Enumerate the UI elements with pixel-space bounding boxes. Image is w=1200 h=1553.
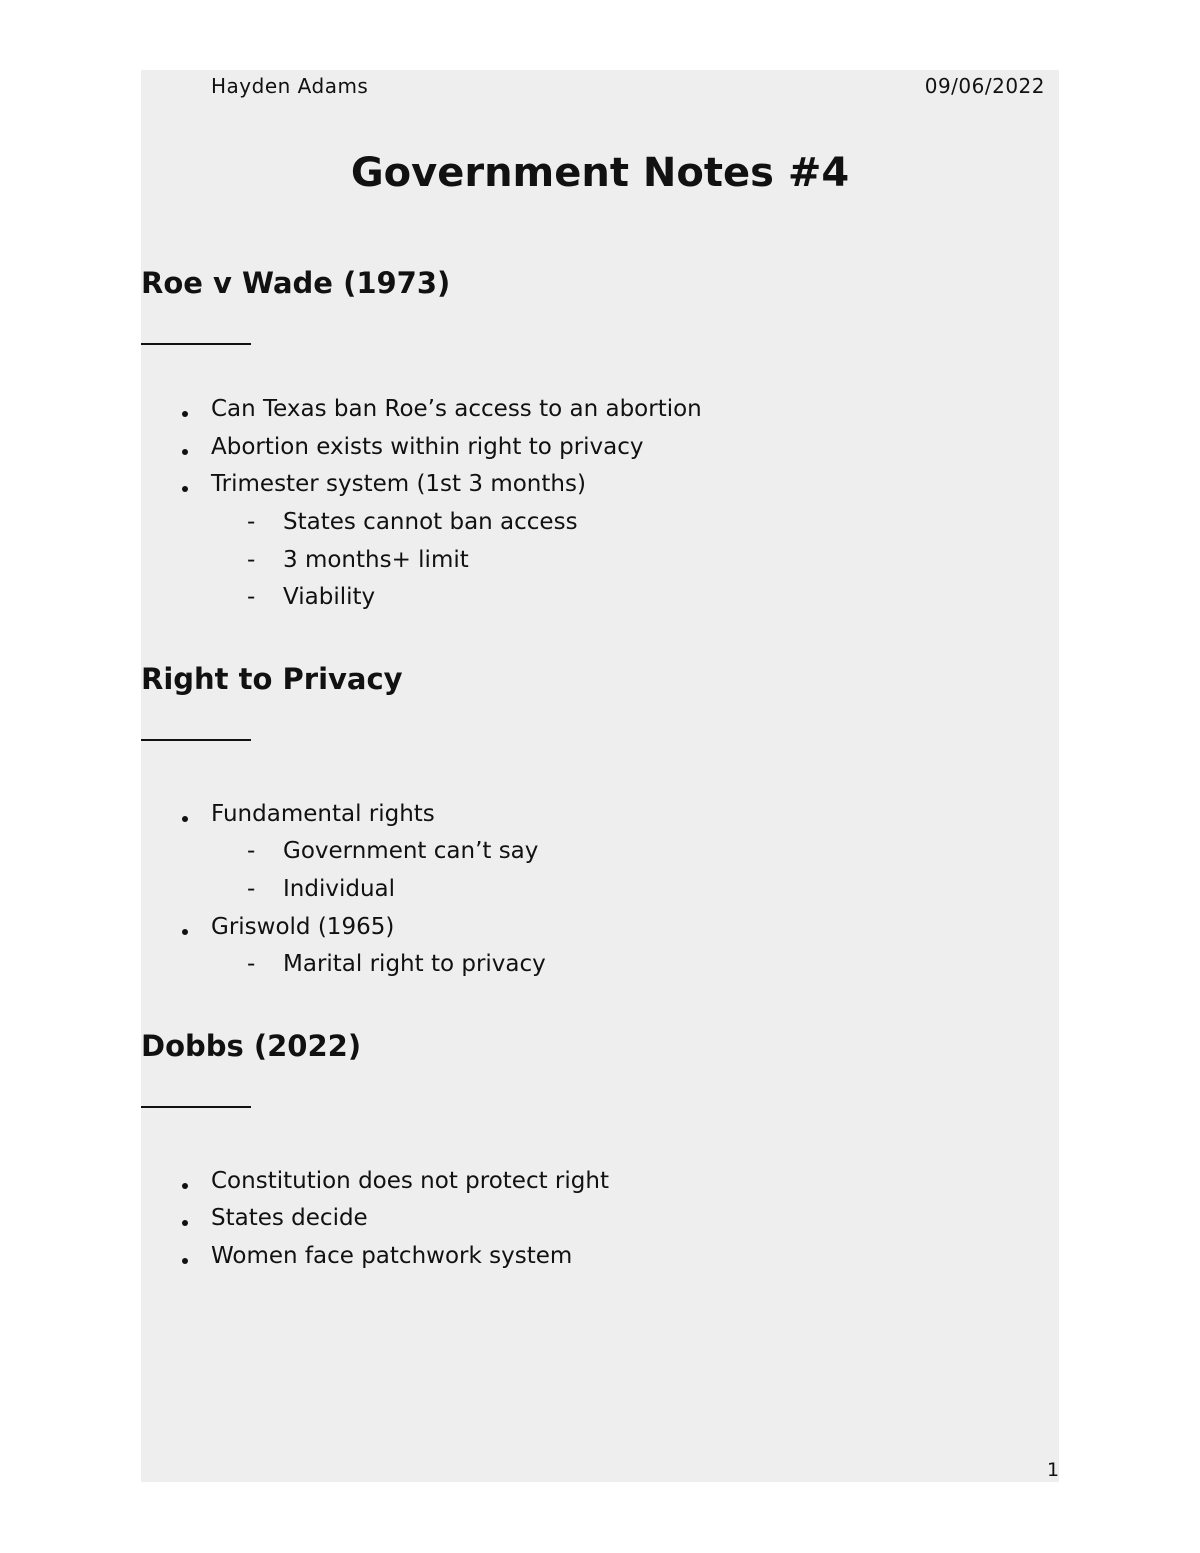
list-item: Women face patchwork system <box>211 1243 573 1269</box>
bullet-icon <box>182 1183 188 1189</box>
bullet-icon <box>182 929 188 935</box>
section-heading-right-to-privacy: Right to Privacy <box>141 662 403 696</box>
bullet-icon <box>182 411 188 417</box>
bullet-icon <box>182 816 188 822</box>
bullet-icon <box>182 449 188 455</box>
sub-list-item: Government can’t say <box>283 838 539 864</box>
dash-marker: - <box>247 547 256 573</box>
section-heading-dobbs: Dobbs (2022) <box>141 1029 362 1063</box>
dash-marker: - <box>247 838 256 864</box>
page-title: Government Notes #4 <box>350 150 850 196</box>
sub-list-item: Viability <box>283 584 376 610</box>
section-heading-roe-v-wade: Roe v Wade (1973) <box>141 266 451 300</box>
sub-list-item: Individual <box>283 876 396 902</box>
sub-list-item: Marital right to privacy <box>283 951 546 977</box>
bullet-icon <box>182 1220 188 1226</box>
bullet-icon <box>182 486 188 492</box>
list-item: Abortion exists within right to privacy <box>211 434 644 460</box>
list-item: Griswold (1965) <box>211 914 395 940</box>
list-item: Constitution does not protect right <box>211 1168 609 1194</box>
list-item: Can Texas ban Roe’s access to an abortion <box>211 396 702 422</box>
dash-marker: - <box>247 584 256 610</box>
section-underline <box>141 1106 251 1108</box>
dash-marker: - <box>247 951 256 977</box>
section-underline <box>141 343 251 345</box>
dash-marker: - <box>247 876 256 902</box>
sub-list-item: States cannot ban access <box>283 509 578 535</box>
list-item: States decide <box>211 1205 368 1231</box>
list-item: Fundamental rights <box>211 801 435 827</box>
dash-marker: - <box>247 509 256 535</box>
list-item: Trimester system (1st 3 months) <box>211 471 586 497</box>
sub-list-item: 3 months+ limit <box>283 547 469 573</box>
document-date: 09/06/2022 <box>924 74 1045 98</box>
section-underline <box>141 739 251 741</box>
bullet-icon <box>182 1258 188 1264</box>
page-number: 1 <box>1047 1459 1060 1481</box>
author-name: Hayden Adams <box>211 74 369 98</box>
